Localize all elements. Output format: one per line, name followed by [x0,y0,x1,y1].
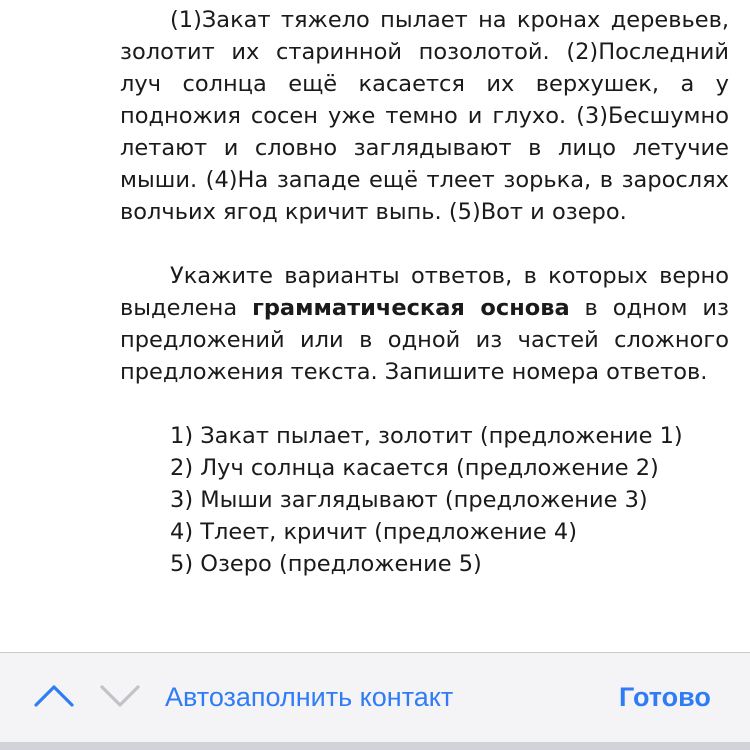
task-text-end: в одном из предложений или в одной из частей сложного предложения текста. Запишите номера ответов. [120,295,729,385]
done-button[interactable]: Готово [619,682,711,712]
task-text-emphasis: грамматическая основа [252,295,570,321]
next-field-button[interactable] [98,676,142,716]
answer-option-1: 1) Закат пылает, золотит (предложение 1) [170,423,683,449]
answer-option-4: 4) Тлеет, кричит (предложение 4) [170,519,577,545]
document-content [120,4,729,580]
task-text-start: Укажите варианты ответов, в которых верно выделена [120,263,729,321]
answer-option-5: 5) Озеро (предложение 5) [170,551,482,577]
answer-option-3: 3) Мыши заглядывают (предложение 3) [170,487,648,513]
chevron-down-icon [98,676,142,716]
task-text [120,260,729,388]
autofill-contact-button[interactable]: Автозаполнить контакт [165,682,454,712]
answer-option-2: 2) Луч солнца касается (предложение 2) [170,455,659,481]
passage-text: (1)Закат тяжело пылает на кронах деревьев, золотит их старинной позолотой. (2)Последний луч солнца ещё касается их верхушек, а у подножия сосен уже темно и глухо. (3)Бесшумно летают и словно заглядывают в лицо летучие мыши. (4)На западе ещё тлеет зорька, в зарослях волчьих ягод кричит выпь. (5)Вот и озеро. [120,7,729,225]
keyboard-top-edge [0,742,750,750]
chevron-up-icon [32,676,76,716]
answer-list [120,420,729,580]
previous-field-button[interactable] [32,676,76,716]
